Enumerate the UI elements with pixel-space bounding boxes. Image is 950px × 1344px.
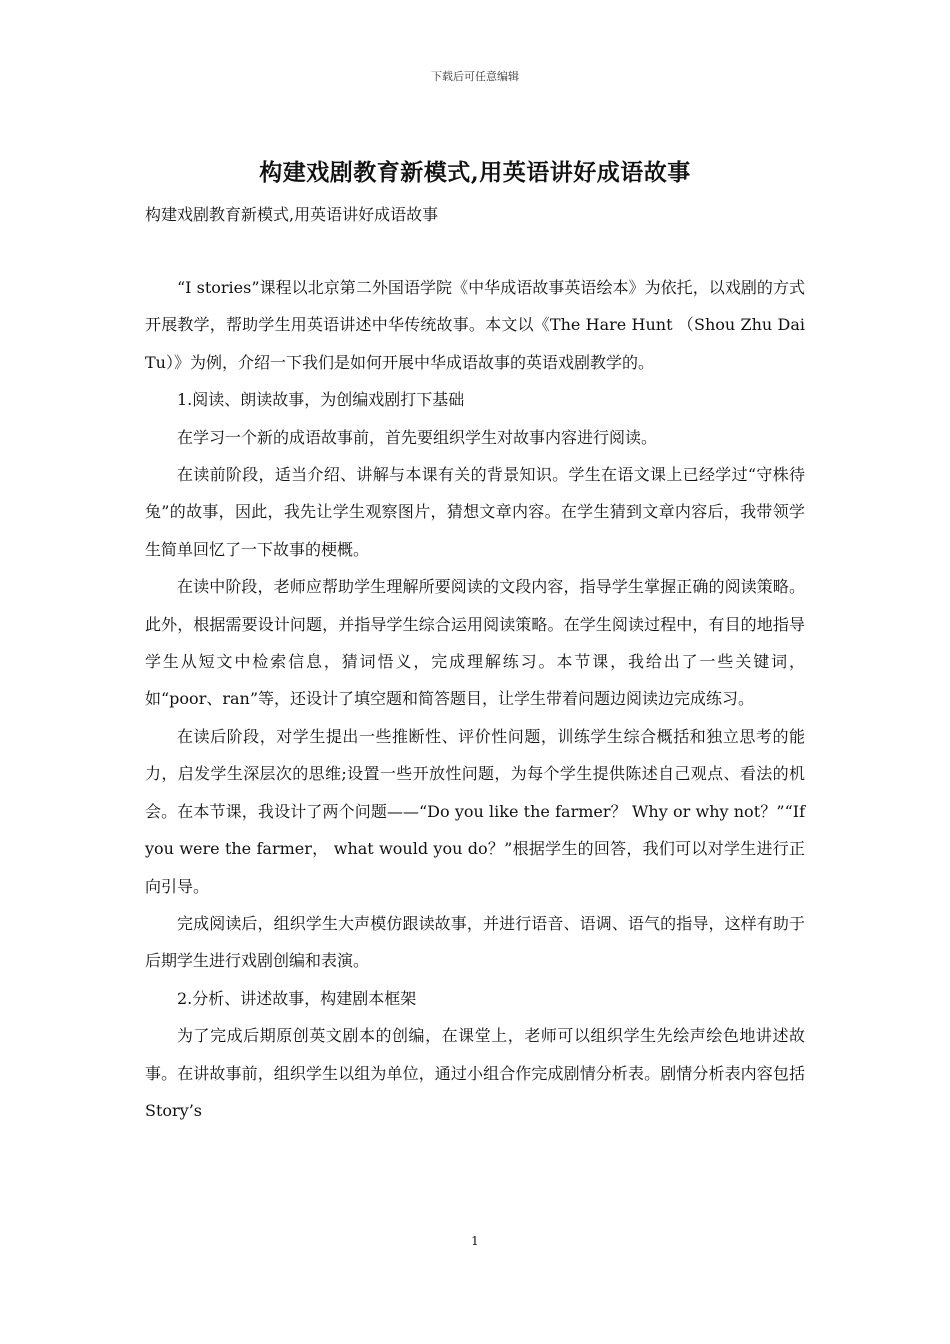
paragraph: 在读中阶段，老师应帮助学生理解所要阅读的文段内容，指导学生掌握正确的阅读策略。此外，根据需要设计问题，并指导学生综合运用阅读策略。在学生阅读过程中，有目的地指导学生从短文中检索信息，猜词悟义，完成理解练习。本节课，我给出了一些关键词，如“poor、ran”等，还设计了填空题和简答题目，让学生带着问题边阅读边完成练习。 — [145, 577, 805, 709]
section-heading-2: 2.分析、讲述故事，构建剧本框架 — [177, 988, 417, 1008]
paragraph: 为了完成后期原创英文剧本的创编，在课堂上，老师可以组织学生先绘声绘色地讲述故事。在讲故事前，组织学生以组为单位，通过小组合作完成剧情分析表。剧情分析表内容包括Story’s — [145, 1026, 805, 1120]
section-heading-1: 1.阅读、朗读故事，为创编戏剧打下基础 — [177, 390, 465, 410]
page-number: 1 — [471, 1234, 479, 1248]
paragraph: 在读前阶段，适当介绍、讲解与本课有关的背景知识。学生在语文课上已经学过“守株待兔”的故事，因此，我先让学生观察图片，猜想文章内容。在学生猜到文章内容后，我带领学生简单回忆了一下故事的梗概。 — [145, 465, 805, 559]
paragraph: 在学习一个新的成语故事前，首先要组织学生对故事内容进行阅读。 — [177, 427, 658, 447]
paragraph-intro: “I stories”课程以北京第二外国语学院《中华成语故事英语绘本》为依托，以戏剧的方式开展教学，帮助学生用英语讲述中华传统故事。本文以《The Hare Hunt （Shou Zhu Dai Tu）》为例，介绍一下我们是如何开展中华成语故事的英语戏剧教学的。 — [145, 278, 805, 372]
paragraph: 在读后阶段，对学生提出一些推断性、评价性问题，训练学生综合概括和独立思考的能力，启发学生深层次的思维;设置一些开放性问题，为每个学生提供陈述自己观点、看法的机会。在本节课，我设计了两个问题——“Do you like the farmer？ Why or why not？”“If you were the farmer， what would you do？”根据学生的回答，我们可以对学生进行正向引导。 — [145, 726, 805, 896]
paragraph: 完成阅读后，组织学生大声模仿跟读故事，并进行语音、语调、语气的指导，这样有助于后期学生进行戏剧创编和表演。 — [145, 913, 805, 971]
document-subtitle: 构建戏剧教育新模式,用英语讲好成语故事 — [145, 205, 439, 224]
document-body — [145, 269, 805, 1129]
document-title: 构建戏剧教育新模式,用英语讲好成语故事 — [259, 159, 691, 186]
header-note: 下载后可任意编辑 — [431, 70, 519, 83]
